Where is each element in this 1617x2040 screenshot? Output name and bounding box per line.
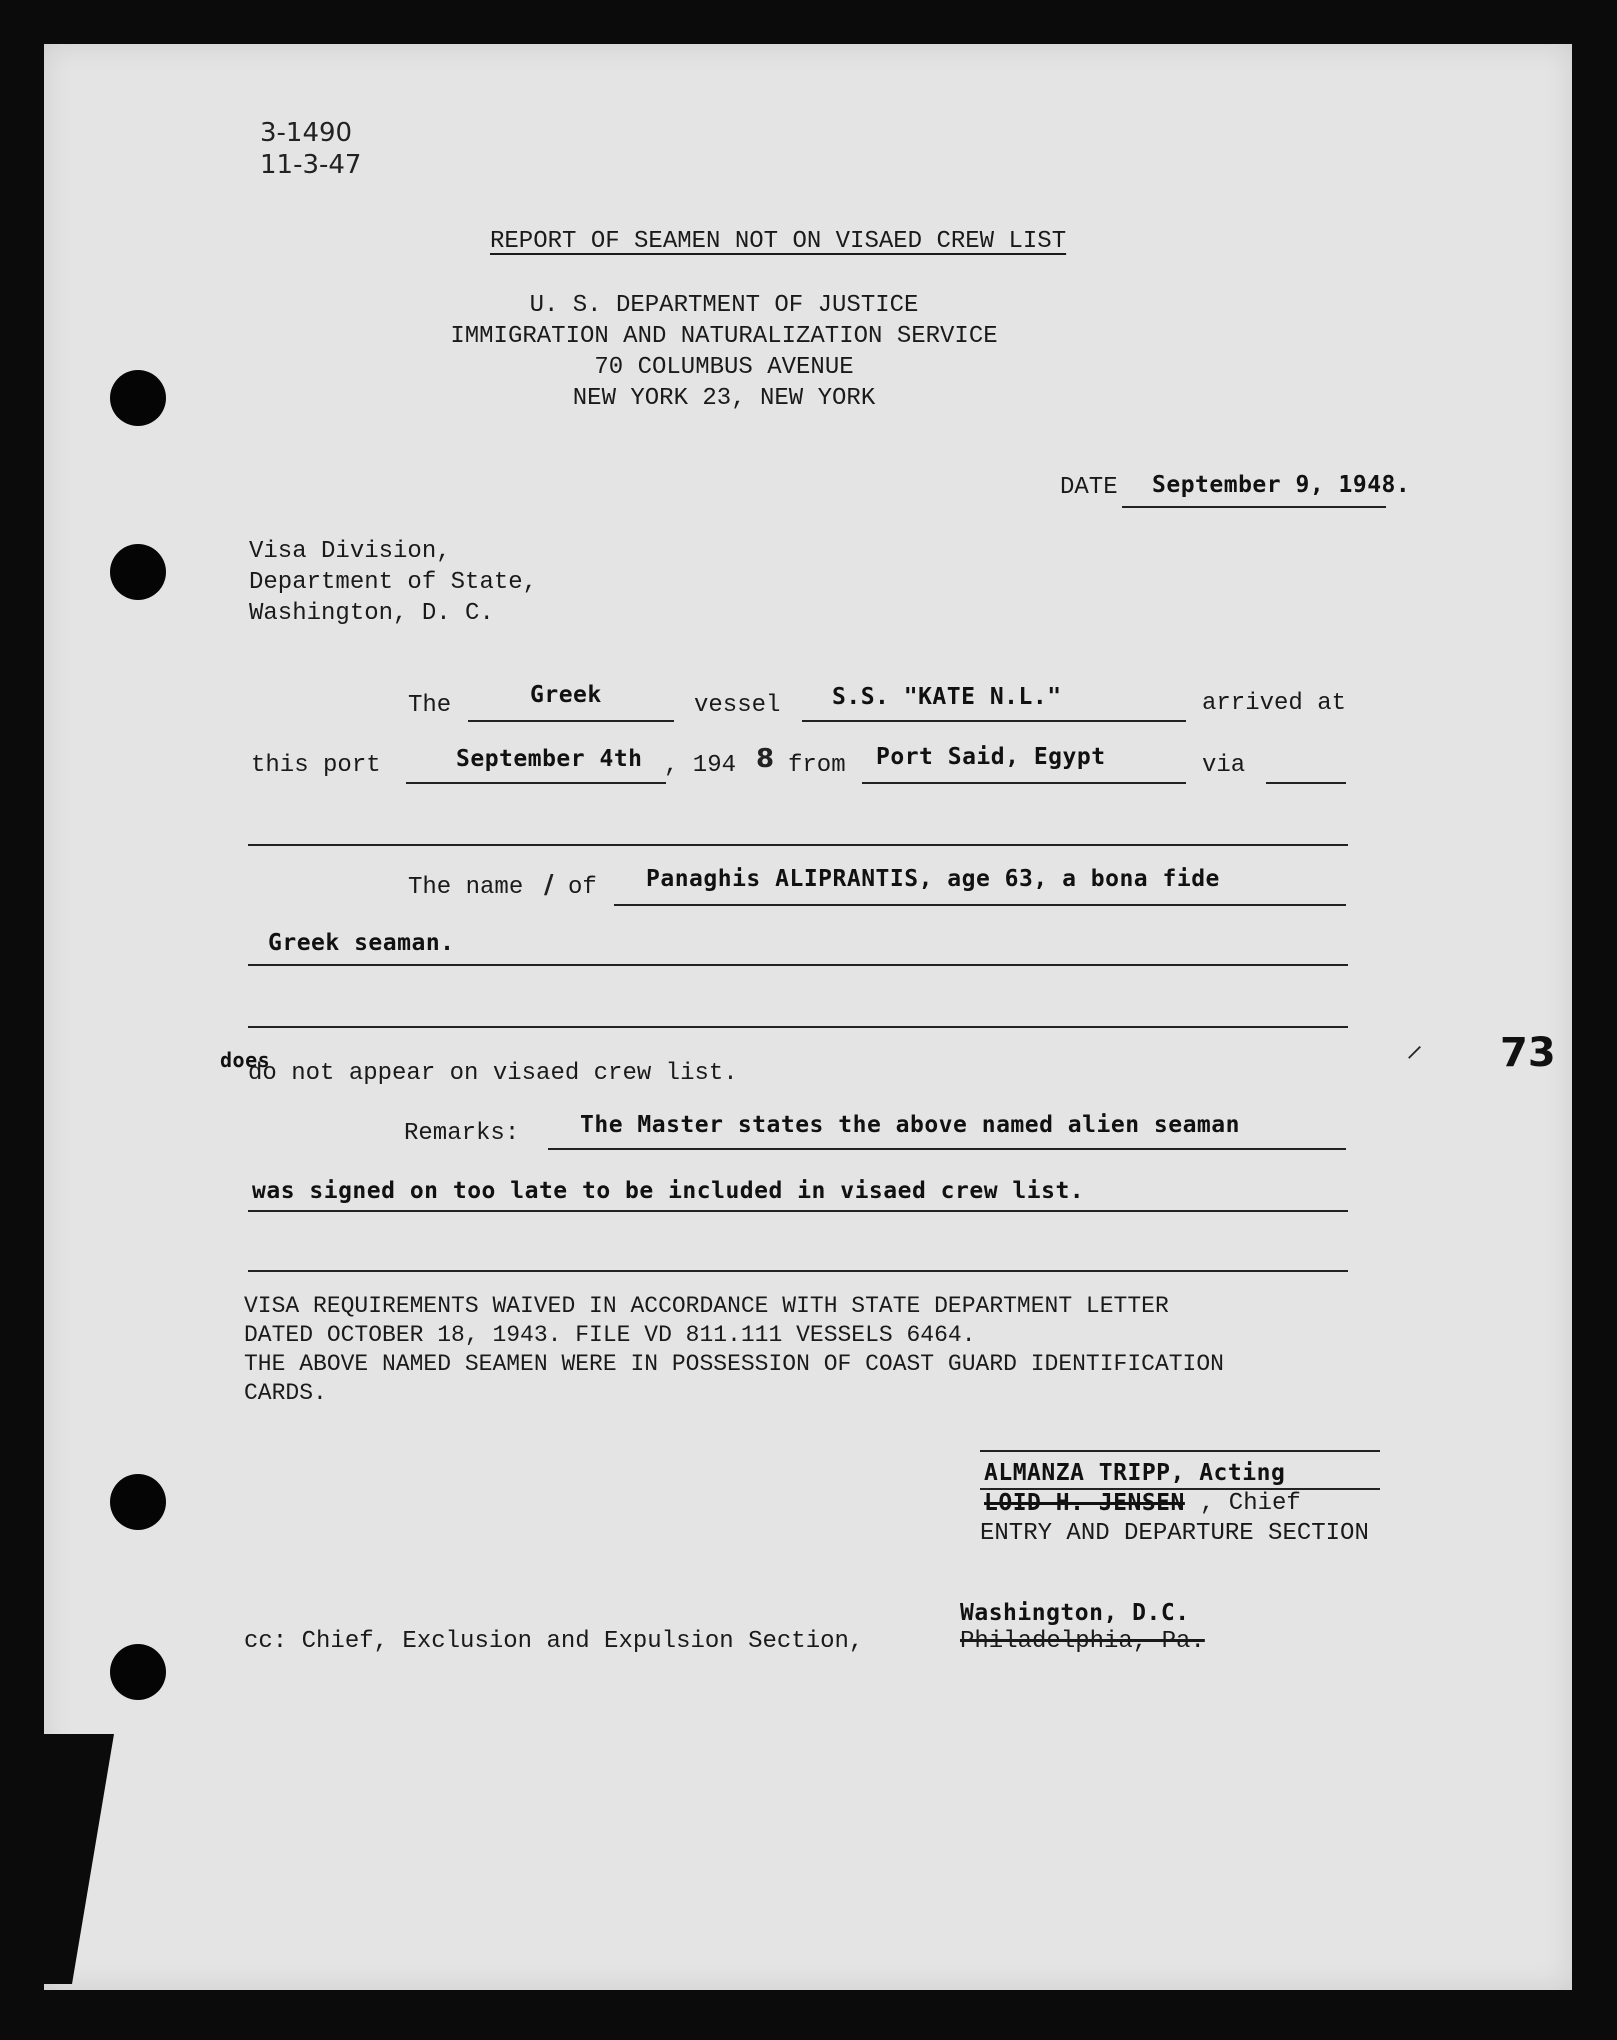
from-label: from [788,752,846,779]
vessel-name: S.S. "KATE N.L." [832,684,1062,710]
addressee-line-2: Department of State, [249,569,538,596]
names-underline-3 [248,1026,1348,1028]
remarks-underline-1 [548,1148,1346,1150]
signature-stamp: ALMANZA TRIPP, Acting [984,1460,1286,1486]
waiver-line-2: DATED OCTOBER 18, 1943. FILE VD 811.111 VESSELS 6464. [244,1322,976,1348]
file-date: 11-3-47 [260,150,362,180]
vessel-nationality: Greek [530,682,602,708]
date-underline [1122,506,1386,508]
waiver-text [244,1292,1224,1408]
document-page [44,44,1572,1990]
vessel-label: vessel [694,692,781,719]
the-label: The [408,692,452,719]
cc-struck: Philadelphia, Pa. [960,1628,1205,1655]
names-of: of [568,874,597,901]
agency-line-3: 70 COLUMBUS AVENUE [594,354,854,381]
addressee-line-3: Washington, D. C. [249,600,494,627]
names-underline-1 [614,904,1346,906]
date-value: September 9, 1948. [1152,472,1411,498]
cc-replacement: Washington, D.C. [960,1600,1190,1626]
origin-underline [862,782,1186,784]
torn-corner [44,1734,114,1984]
vessel-name-underline [802,720,1186,722]
arrived-label: arrived at [1202,690,1347,717]
punch-hole [110,1474,166,1530]
seaman-name-line-2: Greek seaman. [268,930,455,956]
margin-mark: ⸝ [1406,1025,1423,1065]
punch-hole [110,544,166,600]
does-not-appear-text: do not appear on visaed crew list. [248,1060,738,1087]
signature-title: , Chief [1200,1490,1301,1517]
remarks-line-2: was signed on too late to be included in visaed crew list. [252,1178,1085,1204]
cc-text: cc: Chief, Exclusion and Expulsion Section, [244,1628,864,1655]
agency-header [404,290,1044,414]
blank-line [248,844,1348,846]
names-underline-2 [248,964,1348,966]
names-label: The name [408,874,524,901]
agency-line-2: IMMIGRATION AND NATURALIZATION SERVICE [450,323,998,350]
report-title: REPORT OF SEAMEN NOT ON VISAED CREW LIST [490,228,1067,255]
arrival-date: September 4th [456,746,643,772]
file-number: 3-1490 [260,118,353,148]
year-digit: 8 [756,744,775,774]
origin-port: Port Said, Egypt [876,744,1106,770]
section-name: ENTRY AND DEPARTURE SECTION [980,1520,1369,1547]
struck-name: LOID H. JENSEN [984,1490,1185,1516]
via-label: via [1202,752,1246,779]
waiver-line-4: CARDS. [244,1380,327,1406]
does-correction: does [220,1048,271,1072]
port-label: this port [251,752,381,779]
page-number: 73 [1500,1030,1556,1076]
remarks-line-1: The Master states the above named alien seaman [580,1112,1240,1138]
arrival-date-underline [406,782,666,784]
plural-mark: / [544,870,554,900]
remarks-label: Remarks: [404,1120,520,1147]
remarks-underline-2 [248,1210,1348,1212]
seaman-name-line-1: Panaghis ALIPRANTIS, age 63, a bona fide [646,866,1220,892]
nationality-underline [468,720,674,722]
agency-line-4: NEW YORK 23, NEW YORK [572,385,876,412]
addressee [249,536,537,629]
date-label: DATE [1060,474,1118,501]
punch-hole [110,370,166,426]
year-prefix: , 194 [664,752,737,779]
punch-hole [110,1644,166,1700]
waiver-line-3: THE ABOVE NAMED SEAMEN WERE IN POSSESSION OF COAST GUARD IDENTIFICATION [244,1351,1224,1377]
signature-line [980,1450,1380,1452]
agency-line-1: U. S. DEPARTMENT OF JUSTICE [529,292,919,319]
waiver-line-1: VISA REQUIREMENTS WAIVED IN ACCORDANCE WITH STATE DEPARTMENT LETTER [244,1293,1169,1319]
addressee-line-1: Visa Division, [249,538,451,565]
via-underline [1266,782,1346,784]
remarks-underline-3 [248,1270,1348,1272]
